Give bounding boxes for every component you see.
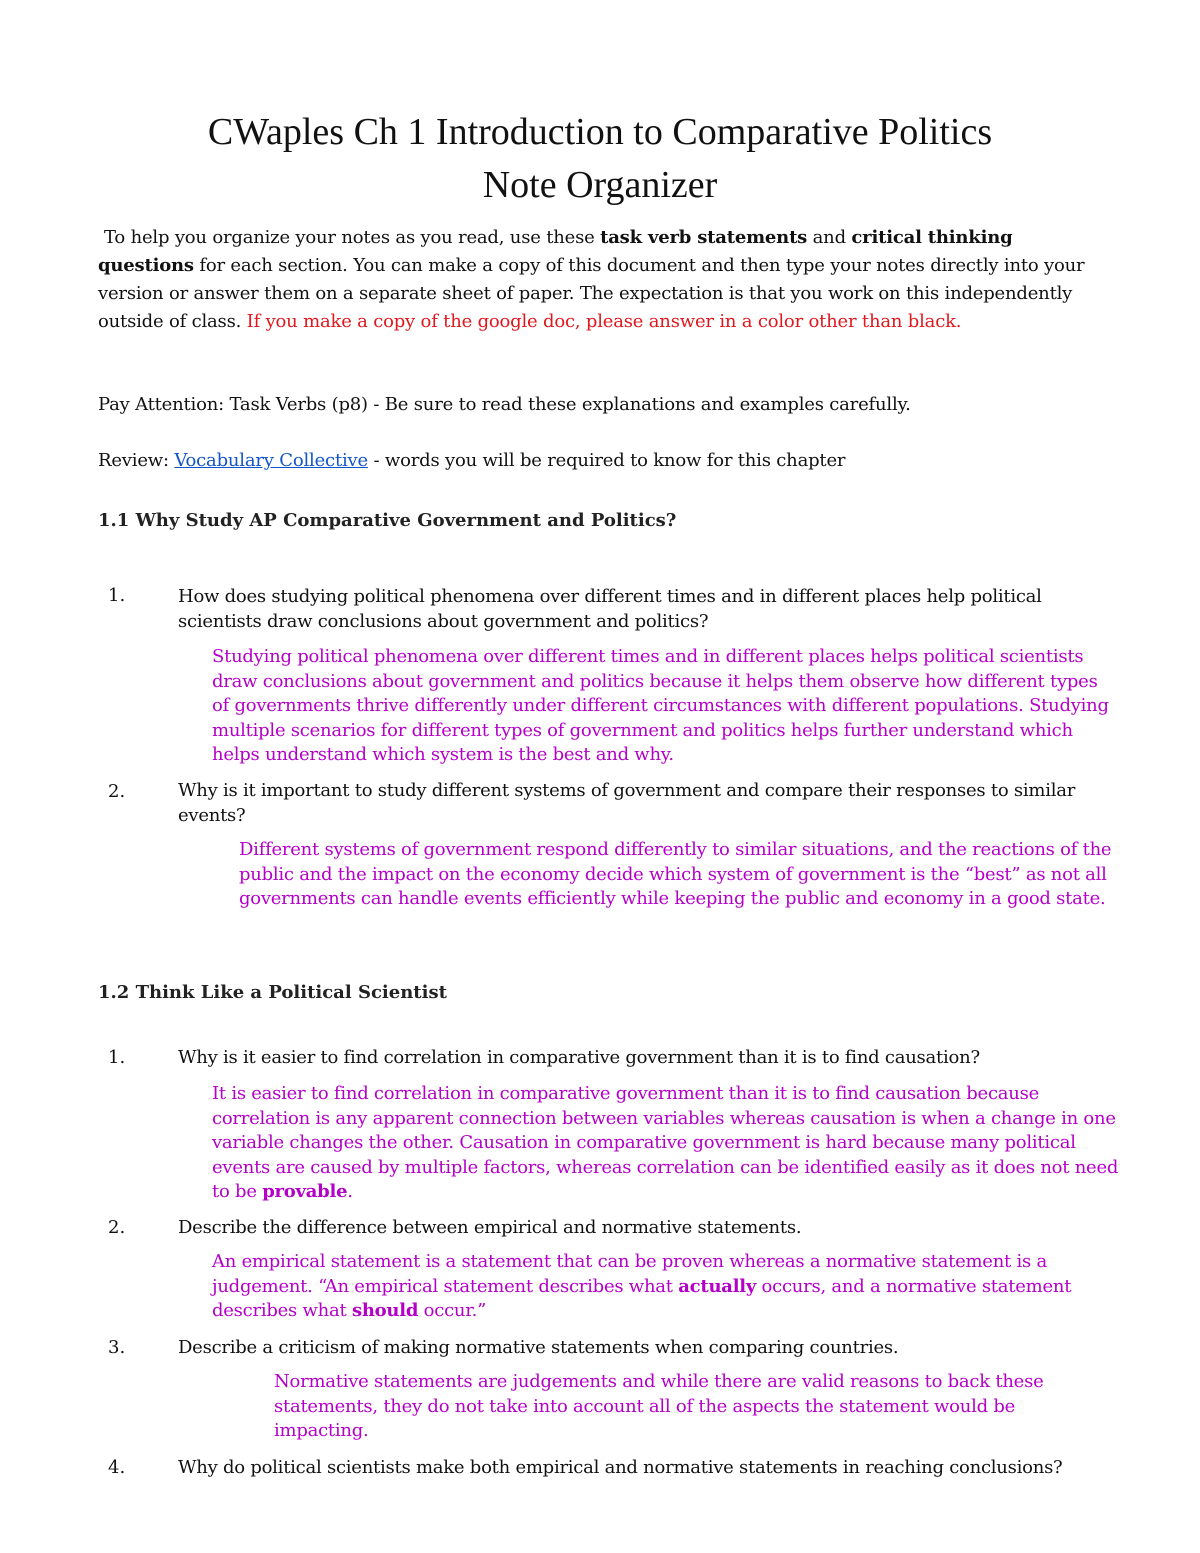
- answer-bold-provable: provable: [262, 1181, 348, 1202]
- document-title-line2: Note Organizer: [482, 164, 718, 206]
- answer-text: Studying political phenomena over different times and in different places helps political scientists draw conclusions about government and politics because it helps them observe how different types of governments thrive differently under different circumstances with different populations. Studying multiple scenarios for different types of government and politics helps further understand which helps understand which system is the best and why.: [212, 646, 1109, 765]
- answer-text: Different systems of government respond differently to similar situations, and the reactions of the public and the impact on the economy decide which system of government is the “best” as not all governments can handle events efficiently while keeping the public and economy in a good state.: [239, 839, 1112, 909]
- question-text: Describe the difference between empirical and normative statements.: [178, 1217, 802, 1238]
- answer-text: [212, 1250, 1112, 1324]
- question-number: 4.: [108, 1457, 126, 1478]
- intro-bold-task-verbs: task verb statements: [600, 227, 808, 248]
- question-text: Describe a criticism of making normative statements when comparing countries.: [178, 1337, 899, 1358]
- review-line: [98, 450, 845, 471]
- answer-text-c: occur.”: [418, 1300, 487, 1321]
- question-number: 3.: [108, 1337, 126, 1358]
- answer-text-b: occurs, and a normative statement describes what: [212, 1275, 1072, 1321]
- answer-text-main: It is easier to find correlation in comparative government than it is to find causation because correlation is any apparent connection between variables whereas causation is when a change in one variable changes the other. Causation in comparative government is hard because many political events are caused by multiple factors, whereas correlation can be identified easily as it does not need to be: [212, 1083, 1119, 1202]
- document-title-line1: CWaples Ch 1 Introduction to Comparative Politics: [207, 111, 993, 153]
- question-text: Why is it important to study different systems of government and compare their responses to similar events?: [178, 780, 1076, 826]
- answer-bold-should: should: [351, 1300, 419, 1321]
- question-number: 1.: [108, 585, 126, 606]
- answer-text-end: .: [347, 1181, 353, 1202]
- answer-text: Normative statements are judgements and while there are valid reasons to back these statements, they do not take into account all of the aspects the statement would be impacting.: [274, 1371, 1044, 1441]
- question-text: Why is it easier to find correlation in comparative government than it is to find causation?: [178, 1047, 980, 1068]
- intro-red-instruction: If you make a copy of the google doc, please answer in a color other than black.: [246, 311, 962, 332]
- pay-attention-line: Pay Attention: Task Verbs (p8) - Be sure to read these explanations and examples carefully.: [98, 394, 911, 415]
- question-text: How does studying political phenomena over different times and in different places help political scientists draw conclusions about government and politics?: [178, 586, 1042, 632]
- intro-text-2: and: [807, 227, 852, 248]
- review-prefix: Review:: [98, 450, 175, 471]
- intro-bold-critical-thinking: critical thinking questions: [98, 227, 1013, 276]
- question-number: 1.: [108, 1047, 126, 1068]
- question-number: 2.: [108, 781, 126, 802]
- answer-text-a: An empirical statement is a statement that can be proven whereas a normative statement is a judgement. “An empirical statement describes what: [212, 1251, 1047, 1297]
- vocabulary-collective-link[interactable]: Vocabulary Collective: [174, 450, 368, 471]
- intro-paragraph: [98, 224, 1108, 336]
- intro-text-1: To help you organize your notes as you read, use these: [104, 227, 601, 248]
- answer-bold-actually: actually: [678, 1275, 757, 1297]
- section-heading-1-1: 1.1 Why Study AP Comparative Government and Politics?: [98, 510, 677, 531]
- intro-text-3: for each section. You can make a copy of this document and then type your notes directly into your version or answer them on a separate sheet of paper. The expectation is that you work on this independently outside of class.: [98, 255, 1085, 332]
- review-suffix: - words you will be required to know for this chapter: [367, 450, 846, 471]
- question-number: 2.: [108, 1217, 126, 1238]
- section-heading-1-2: 1.2 Think Like a Political Scientist: [98, 982, 447, 1003]
- answer-text: [212, 1082, 1132, 1205]
- question-text: Why do political scientists make both empirical and normative statements in reaching conclusions?: [178, 1457, 1063, 1478]
